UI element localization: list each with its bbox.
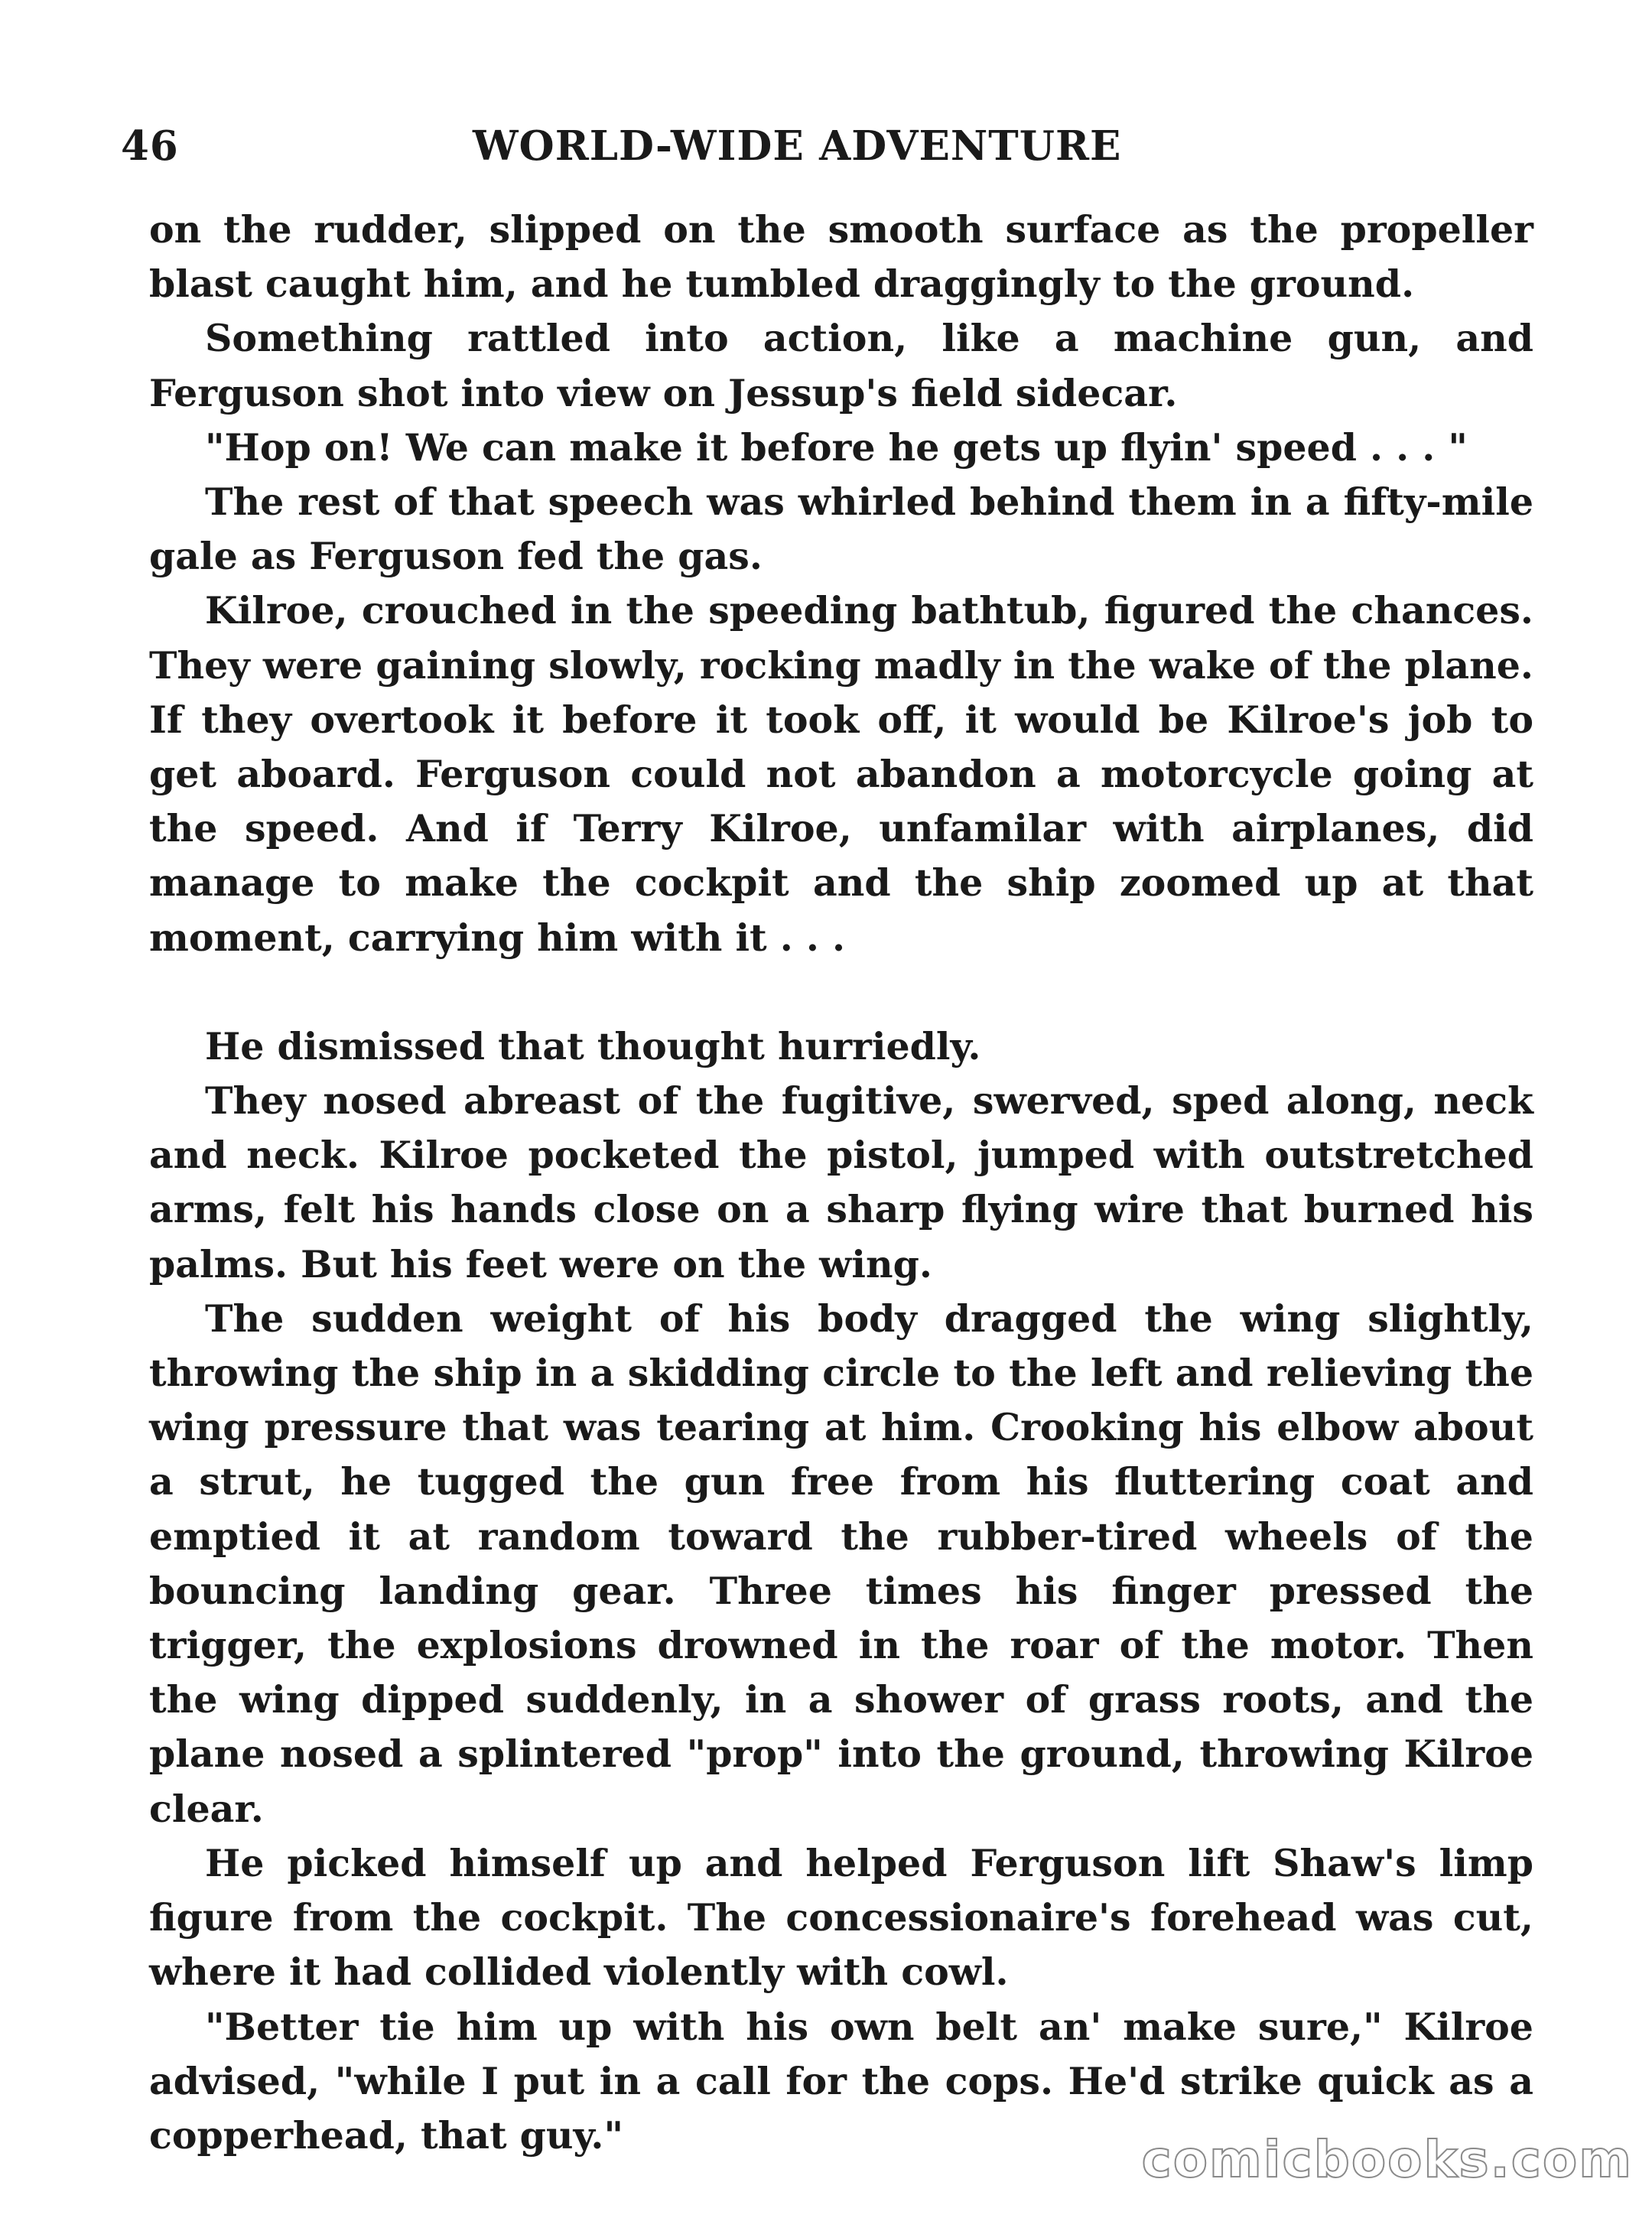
running-head [121,122,1536,184]
body-text [149,203,1533,2163]
paragraph-dialogue: "Better tie him up with his own belt an' make sure," Kilroe advised, "while I put in a call for the cops. He'd strike quick as a copperhead, that guy." [149,2004,1533,2158]
paragraph: Kilroe, crouched in the speeding bathtub, figured the chances. They were gaining slowly, rocking madly in the wake of the plane. If they overtook it before it took off, it would be Kilroe's job to get aboard. Ferguson could not abandon a motorcycle going at the speed. And if Terry Kilroe, unfamilar with airplanes, did manage to make the cockpit and the ship zoomed up at that moment, carrying him with it . . . [149,588,1533,960]
paragraph: The rest of that speech was whirled behind them in a fifty-mile gale as Ferguson fed the gas. [149,480,1533,579]
paragraph: Something rattled into action, like a machine gun, and Ferguson shot into view on Jessup's field sidecar. [149,316,1533,415]
paragraph: The sudden weight of his body dragged the wing slightly, throwing the ship in a skidding circle to the left and relieving the wing pressure that was tearing at him. Crooking his elbow about a strut, he tugged the gun free from his fluttering coat and emptied it at random toward the rubber-tired wheels of the bouncing landing gear. Three times his finger pressed the trigger, the explosions drowned in the roar of the motor. Then the wing dipped suddenly, in a shower of grass roots, and the plane nosed a splintered "prop" into the ground, throwing Kilroe clear. [149,1296,1533,1831]
paragraph: He dismissed that thought hurriedly. [205,1023,981,1068]
paragraph-continuation: on the rudder, slipped on the smooth surface as the propeller blast caught him, and he tumbled draggingly to the ground. [149,207,1533,307]
paragraph: He picked himself up and helped Ferguson lift Shaw's limp figure from the cockpit. The concessionaire's forehead was cut, where it had collided violently with cowl. [149,1840,1533,1995]
book-title: WORLD-WIDE ADVENTURE [473,122,1122,170]
paragraph: They nosed abreast of the fugitive, swerved, sped along, neck and neck. Kilroe pocketed the pistol, jumped with outstretched arms, felt his hands close on a sharp flying wire that burned his palms. But his feet were on the wing. [149,1078,1533,1286]
watermark: comicbooks.com [1141,2130,1633,2189]
paragraph-dialogue: "Hop on! We can make it before he gets up flyin' speed . . . " [205,424,1468,470]
page-number: 46 [121,122,179,170]
